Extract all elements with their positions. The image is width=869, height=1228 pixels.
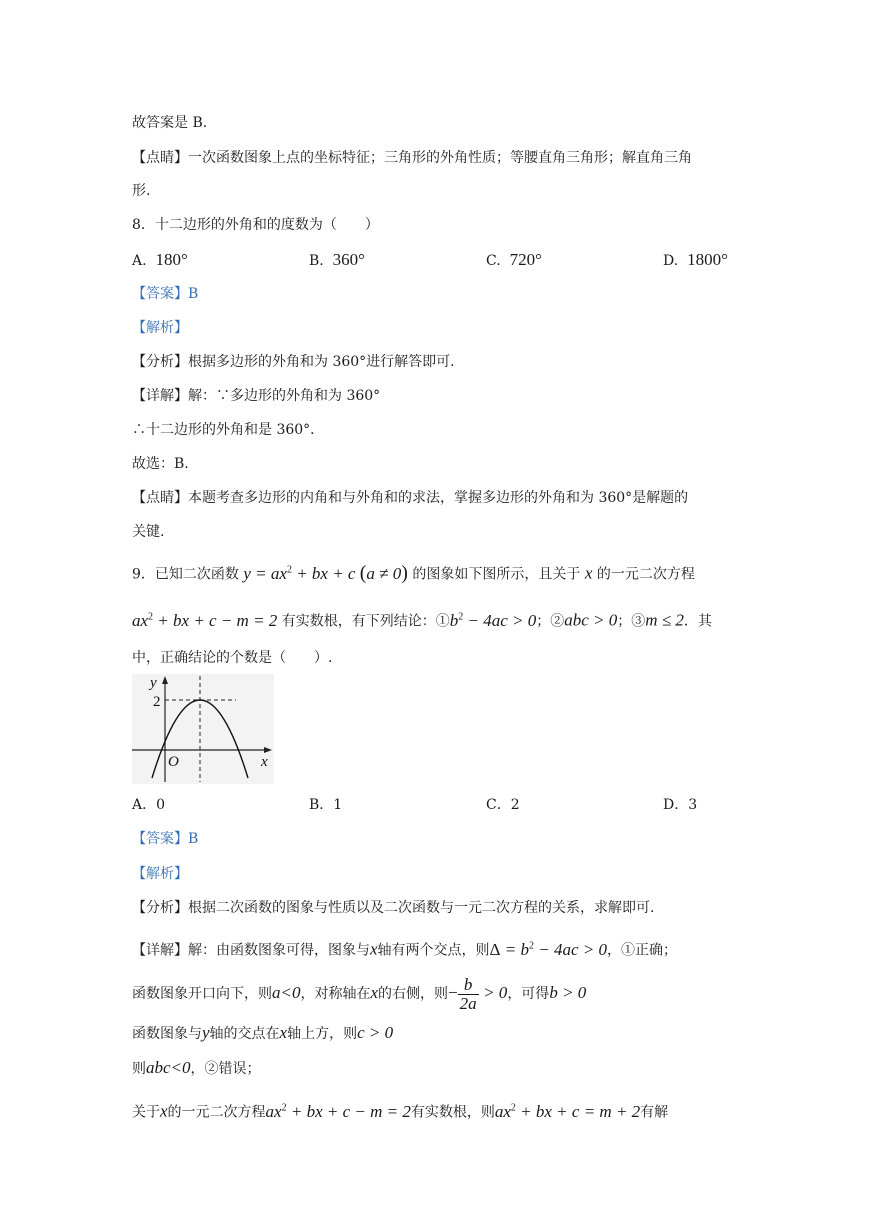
question-9-line3: 中，正确结论的个数是（ ）. [132,650,333,666]
math-var: x [370,939,378,959]
option-d: D．3 [663,797,698,813]
text-span: 轴上方，则 [287,1026,358,1042]
text-span: ；③ [617,613,646,630]
text-line [132,1098,668,1123]
text-line: 【点睛】本题考查多边形的内角和与外角和的求法，掌握多边形的外角和为 360°是解题的 [132,490,689,506]
option-letter: B. [309,253,324,269]
question-9-line1 [132,560,695,585]
math-sign: − [448,983,458,1002]
x-axis-label: x [261,754,268,770]
option-value: 180° [155,250,188,269]
math-expression: $ax^2$ + bx + c − m = 2 [132,610,278,630]
math-var: x [370,983,379,1002]
text-span: 的图象如下图所示，且关于 [412,566,581,583]
fraction [458,976,479,1013]
math-expression: abc<0 [146,1058,191,1077]
math-var: x [584,563,593,583]
text-line: 关键. [132,524,165,540]
option-value: 720° [509,250,542,269]
math-expression: $b^2 - 4ac > 0$ [449,610,537,630]
max-value-label: 2 [153,694,161,710]
text-span: 函数图象与 [132,1026,202,1042]
text-line [132,936,677,961]
math-expression: $y = ax^2$ + bx + c (a ≠ 0) [243,561,408,584]
analysis-label: 【解析】 [132,320,188,336]
text-line: 【分析】根据多边形的外角和为 360°进行解答即可. [132,354,455,370]
text-span: 9．已知二次函数 [132,566,239,583]
text-line: 故选：B. [132,456,189,472]
text-span: ．其 [683,613,712,630]
option-b [309,250,365,271]
text-span: 则 [132,1061,146,1077]
text-span: 有实数根，有下列结论：① [281,613,450,630]
option-a: A．0 [132,797,166,813]
text-span: 有解 [640,1104,669,1121]
option-d [663,250,728,271]
text-span: ，可得 [507,986,550,1002]
text-line: 故答案是 B. [132,115,208,131]
math-expression: $\Delta = b^2 - 4ac > 0$ [489,939,607,959]
answer-label: 【答案】B [132,831,199,847]
option-letter: C. [486,253,501,269]
fraction-numerator: b [458,976,479,995]
text-line: 形. [132,183,151,199]
text-line: 【详解】解：∵多边形的外角和为 360° [132,388,381,404]
text-span: 轴有两个交点，则 [377,942,490,959]
text-line [132,1058,261,1079]
math-var: y [202,1023,210,1042]
analysis-label: 【解析】 [132,866,188,882]
origin-label: O [168,754,179,770]
math-expression: a<0 [272,983,301,1002]
text-span: ，②错误； [190,1061,261,1077]
math-expression: $ax^2$ + bx + c = m + 2 [494,1101,641,1121]
text-span: 的右侧，则 [378,986,449,1002]
text-span: 有实数根，则 [410,1104,495,1121]
text-span: 的一元二次方程 [167,1104,266,1121]
fraction-denominator: 2a [459,993,477,1013]
question-8: 8．十二边形的外角和的度数为（ ） [132,217,379,233]
option-letter: A. [132,253,147,269]
option-c: C．2 [486,797,520,813]
math-expression: $ax^2$ + bx + c − m = 2 [265,1101,411,1121]
math-expression: b > 0 [549,983,587,1002]
option-a [132,250,188,271]
question-9-line2 [132,607,712,632]
math-expression: m ≤ 2 [645,610,684,630]
text-line: ∴十二边形的外角和是 360°． [132,422,325,438]
option-value: 360° [332,250,365,269]
text-span: 【详解】解：由函数图象可得，图象与 [132,942,370,959]
text-span: 函数图象开口向下，则 [132,986,272,1002]
text-line [132,974,586,1012]
option-value: 1800° [687,250,728,269]
option-c [486,250,542,271]
text-span: ，对称轴在 [300,986,371,1002]
text-span: ，①正确； [606,942,677,959]
math-var: x [279,1023,288,1042]
text-line: 【点睛】一次函数图象上点的坐标特征；三角形的外角性质；等腰直角三角形；解直角三角 [132,150,692,166]
option-b: B．1 [309,797,343,813]
math-expression: abc > 0 [564,610,618,630]
y-axis-label: y [150,675,157,691]
answer-label: 【答案】B [132,286,199,302]
math-var: x [160,1101,168,1121]
text-span: ；② [536,613,565,630]
math-expression: > 0 [483,983,508,1002]
text-line [132,1023,393,1044]
option-letter: D. [663,253,679,269]
text-line: 【分析】根据二次函数的图象与性质以及二次函数与一元二次方程的关系，求解即可. [132,900,655,916]
parabola-graph [132,674,274,784]
math-expression: c > 0 [357,1023,394,1042]
text-span: 轴的交点在 [209,1026,280,1042]
text-span: 的一元二次方程 [596,566,695,583]
text-span: 关于 [132,1104,160,1121]
